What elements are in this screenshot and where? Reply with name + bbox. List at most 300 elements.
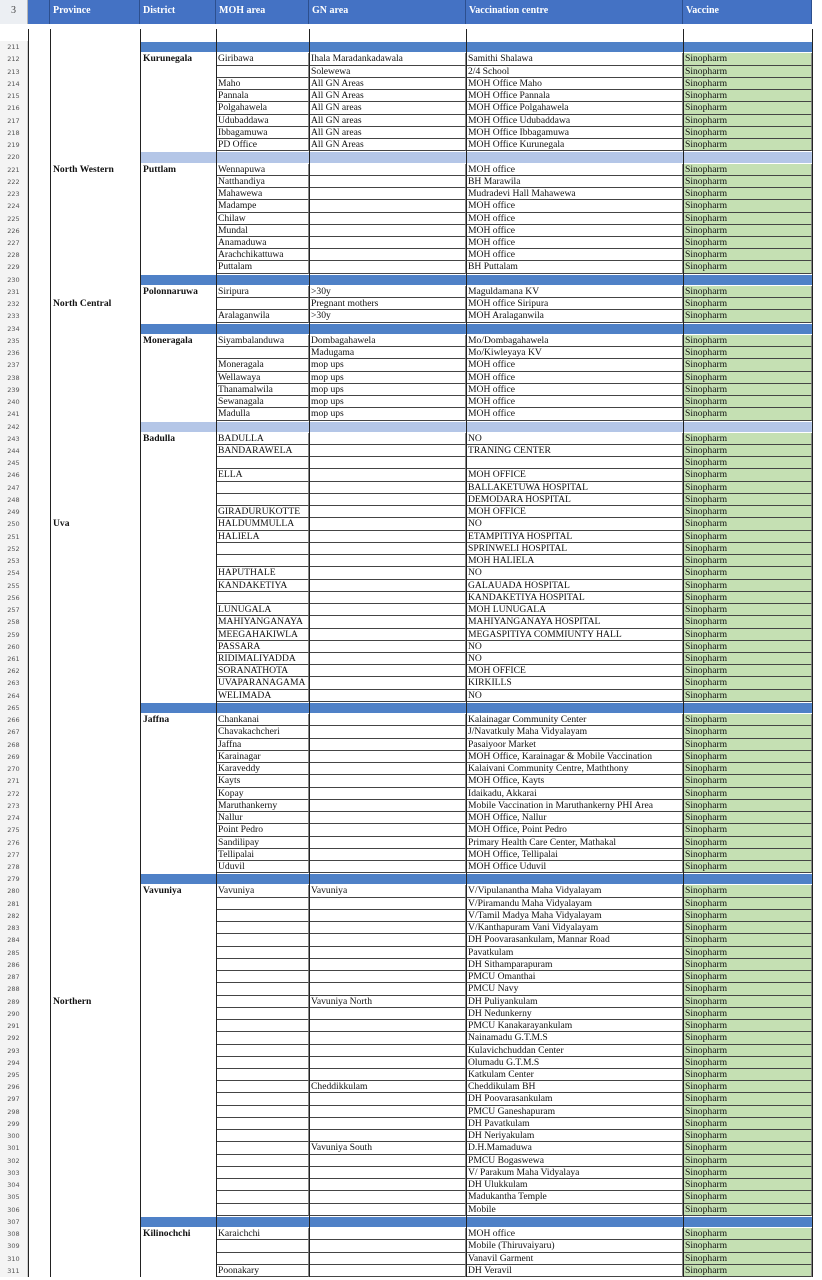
moh-area-cell[interactable]: SORANATHOTA	[216, 665, 309, 677]
vaccine-cell[interactable]: Sinopharm	[683, 298, 812, 310]
row-number[interactable]: 296	[0, 1081, 28, 1093]
moh-area-cell[interactable]: Anamaduwa	[216, 237, 309, 249]
vaccine-cell[interactable]: Sinopharm	[683, 310, 812, 322]
gn-area-cell[interactable]	[309, 1204, 466, 1216]
vaccination-centre-cell[interactable]: Pasaiyoor Market	[466, 739, 683, 751]
moh-area-cell[interactable]: Jaffna	[216, 739, 309, 751]
moh-area-cell[interactable]: Polgahawela	[216, 102, 309, 114]
vaccine-cell[interactable]: Sinopharm	[683, 213, 812, 225]
vaccination-centre-cell[interactable]: Mobile (Thiruvaiyaru)	[466, 1240, 683, 1252]
gn-area-cell[interactable]: Vavuniya North	[309, 996, 466, 1008]
vaccination-centre-cell[interactable]: MOH Office Kurunegala	[466, 139, 683, 151]
gn-area-cell[interactable]	[309, 1265, 466, 1277]
vaccine-cell[interactable]: Sinopharm	[683, 1020, 812, 1032]
moh-area-cell[interactable]: MEEGAHAKIWLA	[216, 629, 309, 641]
vaccine-cell[interactable]: Sinopharm	[683, 726, 812, 738]
vaccine-cell[interactable]: Sinopharm	[683, 53, 812, 65]
vaccine-cell[interactable]: Sinopharm	[683, 102, 812, 114]
vaccination-centre-cell[interactable]: MOH Office, Point Pedro	[466, 824, 683, 836]
row-number[interactable]: 258	[0, 616, 28, 628]
moh-area-cell[interactable]: Sewanagala	[216, 396, 309, 408]
gn-area-cell[interactable]	[309, 213, 466, 225]
moh-area-cell[interactable]: Uduvil	[216, 861, 309, 873]
vaccine-cell[interactable]: Sinopharm	[683, 372, 812, 384]
vaccine-cell[interactable]: Sinopharm	[683, 115, 812, 127]
moh-area-cell[interactable]: Thanamalwila	[216, 384, 309, 396]
vaccination-centre-cell[interactable]: MOH office	[466, 225, 683, 237]
row-number[interactable]: 250	[0, 518, 28, 530]
vaccination-centre-cell[interactable]: BALLAKETUWA HOSPITAL	[466, 482, 683, 494]
gn-area-cell[interactable]: Vavuniya	[309, 885, 466, 897]
vaccine-cell[interactable]: Sinopharm	[683, 677, 812, 689]
gn-area-cell[interactable]	[309, 1130, 466, 1142]
vaccine-cell[interactable]: Sinopharm	[683, 347, 812, 359]
header-vaccine[interactable]: Vaccine	[683, 0, 812, 24]
moh-area-cell[interactable]	[216, 934, 309, 946]
row-number[interactable]: 240	[0, 396, 28, 408]
moh-area-cell[interactable]: Arachchikattuwa	[216, 249, 309, 261]
row-number[interactable]: 293	[0, 1045, 28, 1057]
moh-area-cell[interactable]: BANDARAWELA	[216, 445, 309, 457]
moh-area-cell[interactable]: Tellipalai	[216, 849, 309, 861]
row-number[interactable]: 303	[0, 1167, 28, 1179]
gn-area-cell[interactable]	[309, 592, 466, 604]
vaccine-cell[interactable]: Sinopharm	[683, 127, 812, 139]
vaccine-cell[interactable]: Sinopharm	[683, 824, 812, 836]
vaccine-cell[interactable]: Sinopharm	[683, 996, 812, 1008]
district-label[interactable]: Puttlam	[143, 163, 177, 175]
vaccine-cell[interactable]: Sinopharm	[683, 90, 812, 102]
moh-area-cell[interactable]: Point Pedro	[216, 824, 309, 836]
vaccine-cell[interactable]: Sinopharm	[683, 286, 812, 298]
gn-area-cell[interactable]: Ihala Maradankadawala	[309, 53, 466, 65]
vaccine-cell[interactable]: Sinopharm	[683, 482, 812, 494]
vaccine-cell[interactable]: Sinopharm	[683, 934, 812, 946]
gn-area-cell[interactable]	[309, 445, 466, 457]
row-number[interactable]: 211	[0, 41, 28, 53]
vaccine-cell[interactable]: Sinopharm	[683, 531, 812, 543]
header-district[interactable]: District	[140, 0, 216, 24]
row-number[interactable]: 215	[0, 90, 28, 102]
row-number[interactable]: 292	[0, 1032, 28, 1044]
gn-area-cell[interactable]	[309, 898, 466, 910]
vaccine-cell[interactable]: Sinopharm	[683, 1081, 812, 1093]
vaccine-cell[interactable]: Sinopharm	[683, 898, 812, 910]
moh-area-cell[interactable]: MAHIYANGANAYA	[216, 616, 309, 628]
moh-area-cell[interactable]	[216, 959, 309, 971]
gn-area-cell[interactable]: Pregnant mothers	[309, 298, 466, 310]
row-number[interactable]: 213	[0, 66, 28, 78]
moh-area-cell[interactable]	[216, 1240, 309, 1252]
row-number[interactable]: 289	[0, 996, 28, 1008]
moh-area-cell[interactable]: Karainagar	[216, 751, 309, 763]
district-label[interactable]: Badulla	[143, 432, 175, 444]
row-number[interactable]: 259	[0, 629, 28, 641]
moh-area-cell[interactable]: PASSARA	[216, 641, 309, 653]
vaccine-cell[interactable]: Sinopharm	[683, 800, 812, 812]
gn-area-cell[interactable]	[309, 849, 466, 861]
vaccine-cell[interactable]: Sinopharm	[683, 1045, 812, 1057]
moh-area-cell[interactable]: Natthandiya	[216, 176, 309, 188]
gn-area-cell[interactable]	[309, 580, 466, 592]
row-number[interactable]: 269	[0, 751, 28, 763]
vaccine-cell[interactable]: Sinopharm	[683, 592, 812, 604]
moh-area-cell[interactable]: Nallur	[216, 812, 309, 824]
vaccination-centre-cell[interactable]: Kulavichchuddan Center	[466, 1045, 683, 1057]
row-number[interactable]: 277	[0, 849, 28, 861]
row-number[interactable]: 290	[0, 1008, 28, 1020]
row-number[interactable]: 275	[0, 824, 28, 836]
row-number[interactable]: 294	[0, 1057, 28, 1069]
vaccine-cell[interactable]: Sinopharm	[683, 506, 812, 518]
gn-area-cell[interactable]: mop ups	[309, 408, 466, 420]
row-number[interactable]: 223	[0, 188, 28, 200]
vaccination-centre-cell[interactable]: BH Puttalam	[466, 261, 683, 273]
vaccine-cell[interactable]: Sinopharm	[683, 1155, 812, 1167]
gn-area-cell[interactable]	[309, 775, 466, 787]
gn-area-cell[interactable]	[309, 433, 466, 445]
moh-area-cell[interactable]	[216, 1142, 309, 1154]
gn-area-cell[interactable]	[309, 726, 466, 738]
row-number[interactable]: 248	[0, 494, 28, 506]
gn-area-cell[interactable]	[309, 1057, 466, 1069]
vaccine-cell[interactable]: Sinopharm	[683, 1130, 812, 1142]
gn-area-cell[interactable]	[309, 249, 466, 261]
vaccine-cell[interactable]: Sinopharm	[683, 1240, 812, 1252]
moh-area-cell[interactable]: Pannala	[216, 90, 309, 102]
row-number[interactable]: 264	[0, 690, 28, 702]
moh-area-cell[interactable]	[216, 1130, 309, 1142]
gn-area-cell[interactable]	[309, 469, 466, 481]
vaccination-centre-cell[interactable]: MOH Office Udubaddawa	[466, 115, 683, 127]
vaccination-centre-cell[interactable]: Maguldamana KV	[466, 286, 683, 298]
gn-area-cell[interactable]: >30y	[309, 286, 466, 298]
gn-area-cell[interactable]	[309, 555, 466, 567]
row-number[interactable]: 217	[0, 115, 28, 127]
vaccination-centre-cell[interactable]: DH Ulukkulam	[466, 1179, 683, 1191]
vaccine-cell[interactable]: Sinopharm	[683, 249, 812, 261]
row-number[interactable]: 238	[0, 372, 28, 384]
vaccination-centre-cell[interactable]: DH Nedunkerny	[466, 1008, 683, 1020]
moh-area-cell[interactable]: Puttalam	[216, 261, 309, 273]
vaccination-centre-cell[interactable]: MOH office Siripura	[466, 298, 683, 310]
gn-area-cell[interactable]	[309, 1093, 466, 1105]
moh-area-cell[interactable]	[216, 1204, 309, 1216]
gn-area-cell[interactable]	[309, 934, 466, 946]
moh-area-cell[interactable]: PD Office	[216, 139, 309, 151]
gn-area-cell[interactable]	[309, 653, 466, 665]
vaccination-centre-cell[interactable]: Katkulam Center	[466, 1069, 683, 1081]
vaccination-centre-cell[interactable]: PMCU Kanakarayankulam	[466, 1020, 683, 1032]
moh-area-cell[interactable]: RIDIMALIYADDA	[216, 653, 309, 665]
row-number[interactable]: 254	[0, 567, 28, 579]
vaccine-cell[interactable]: Sinopharm	[683, 1142, 812, 1154]
province-label[interactable]: North Central	[53, 298, 112, 310]
gn-area-cell[interactable]	[309, 910, 466, 922]
gn-area-cell[interactable]	[309, 1032, 466, 1044]
moh-area-cell[interactable]	[216, 347, 309, 359]
moh-area-cell[interactable]: Udubaddawa	[216, 115, 309, 127]
vaccine-cell[interactable]: Sinopharm	[683, 1228, 812, 1240]
gn-area-cell[interactable]	[309, 971, 466, 983]
row-number[interactable]: 310	[0, 1253, 28, 1265]
vaccine-cell[interactable]: Sinopharm	[683, 445, 812, 457]
vaccination-centre-cell[interactable]: TRANING CENTER	[466, 445, 683, 457]
row-number[interactable]: 229	[0, 261, 28, 273]
row-number[interactable]: 283	[0, 922, 28, 934]
moh-area-cell[interactable]: Chankanai	[216, 714, 309, 726]
province-label[interactable]: Uva	[53, 518, 70, 530]
gn-area-cell[interactable]	[309, 922, 466, 934]
gn-area-cell[interactable]	[309, 1240, 466, 1252]
gn-area-cell[interactable]	[309, 1118, 466, 1130]
gn-area-cell[interactable]	[309, 677, 466, 689]
gn-area-cell[interactable]: >30y	[309, 310, 466, 322]
vaccine-cell[interactable]: Sinopharm	[683, 641, 812, 653]
gn-area-cell[interactable]	[309, 1020, 466, 1032]
moh-area-cell[interactable]: Mundal	[216, 225, 309, 237]
gn-area-cell[interactable]	[309, 947, 466, 959]
moh-area-cell[interactable]	[216, 555, 309, 567]
gn-area-cell[interactable]: mop ups	[309, 359, 466, 371]
row-number[interactable]: 301	[0, 1142, 28, 1154]
row-number[interactable]: 298	[0, 1106, 28, 1118]
row-number[interactable]: 247	[0, 482, 28, 494]
row-number[interactable]: 305	[0, 1191, 28, 1203]
row-number[interactable]: 307	[0, 1216, 28, 1228]
header-blank[interactable]	[28, 0, 50, 24]
vaccination-centre-cell[interactable]: DH Veravil	[466, 1265, 683, 1277]
vaccine-cell[interactable]: Sinopharm	[683, 959, 812, 971]
gn-area-cell[interactable]	[309, 1228, 466, 1240]
vaccine-cell[interactable]: Sinopharm	[683, 200, 812, 212]
row-number[interactable]: 261	[0, 653, 28, 665]
vaccination-centre-cell[interactable]: MOH office	[466, 384, 683, 396]
vaccine-cell[interactable]: Sinopharm	[683, 849, 812, 861]
gn-area-cell[interactable]	[309, 494, 466, 506]
vaccination-centre-cell[interactable]: V/Vipulanantha Maha Vidyalayam	[466, 885, 683, 897]
vaccine-cell[interactable]: Sinopharm	[683, 494, 812, 506]
moh-area-cell[interactable]	[216, 1155, 309, 1167]
moh-area-cell[interactable]: Chavakachcheri	[216, 726, 309, 738]
vaccination-centre-cell[interactable]: Cheddikulam BH	[466, 1081, 683, 1093]
row-number[interactable]: 233	[0, 310, 28, 322]
vaccine-cell[interactable]: Sinopharm	[683, 164, 812, 176]
gn-area-cell[interactable]	[309, 983, 466, 995]
vaccine-cell[interactable]: Sinopharm	[683, 665, 812, 677]
vaccination-centre-cell[interactable]: DEMODARA HOSPITAL	[466, 494, 683, 506]
moh-area-cell[interactable]	[216, 1167, 309, 1179]
vaccination-centre-cell[interactable]: MOH office	[466, 237, 683, 249]
row-number[interactable]: 224	[0, 200, 28, 212]
vaccination-centre-cell[interactable]: Madukantha Temple	[466, 1191, 683, 1203]
gn-area-cell[interactable]	[309, 1045, 466, 1057]
moh-area-cell[interactable]	[216, 1253, 309, 1265]
moh-area-cell[interactable]	[216, 457, 309, 469]
row-number[interactable]: 309	[0, 1240, 28, 1252]
moh-area-cell[interactable]	[216, 1081, 309, 1093]
district-label[interactable]: Kilinochchi	[143, 1228, 191, 1240]
gn-area-cell[interactable]	[309, 690, 466, 702]
gn-area-cell[interactable]: All GN areas	[309, 127, 466, 139]
gn-area-cell[interactable]	[309, 176, 466, 188]
vaccination-centre-cell[interactable]: NO	[466, 518, 683, 530]
vaccination-centre-cell[interactable]: MOH OFFICE	[466, 469, 683, 481]
vaccine-cell[interactable]: Sinopharm	[683, 176, 812, 188]
gn-area-cell[interactable]	[309, 225, 466, 237]
moh-area-cell[interactable]: Poonakary	[216, 1265, 309, 1277]
gn-area-cell[interactable]	[309, 629, 466, 641]
vaccine-cell[interactable]: Sinopharm	[683, 653, 812, 665]
moh-area-cell[interactable]: Madampe	[216, 200, 309, 212]
gn-area-cell[interactable]	[309, 812, 466, 824]
moh-area-cell[interactable]	[216, 1057, 309, 1069]
moh-area-cell[interactable]: Wennapuwa	[216, 164, 309, 176]
gn-area-cell[interactable]	[309, 1191, 466, 1203]
moh-area-cell[interactable]: LUNUGALA	[216, 604, 309, 616]
gn-area-cell[interactable]: Cheddikkulam	[309, 1081, 466, 1093]
row-number[interactable]: 263	[0, 677, 28, 689]
vaccination-centre-cell[interactable]: SPRINWELI HOSPITAL	[466, 543, 683, 555]
row-number[interactable]: 231	[0, 286, 28, 298]
vaccination-centre-cell[interactable]: V/Tamil Madya Maha Vidyalayam	[466, 910, 683, 922]
vaccination-centre-cell[interactable]: J/Navatkuly Maha Vidyalayam	[466, 726, 683, 738]
vaccine-cell[interactable]: Sinopharm	[683, 580, 812, 592]
vaccination-centre-cell[interactable]: MOH OFFICE	[466, 665, 683, 677]
row-number[interactable]: 218	[0, 127, 28, 139]
row-number[interactable]: 244	[0, 445, 28, 457]
vaccination-centre-cell[interactable]: MEGASPITIYA COMMIUNTY HALL	[466, 629, 683, 641]
vaccine-cell[interactable]: Sinopharm	[683, 1204, 812, 1216]
vaccine-cell[interactable]: Sinopharm	[683, 714, 812, 726]
vaccine-cell[interactable]: Sinopharm	[683, 188, 812, 200]
gn-area-cell[interactable]	[309, 714, 466, 726]
vaccination-centre-cell[interactable]: MOH OFFICE	[466, 506, 683, 518]
moh-area-cell[interactable]	[216, 996, 309, 1008]
vaccine-cell[interactable]: Sinopharm	[683, 457, 812, 469]
moh-area-cell[interactable]: HALDUMMULLA	[216, 518, 309, 530]
vaccination-centre-cell[interactable]: MOH Office Uduvil	[466, 861, 683, 873]
vaccination-centre-cell[interactable]: Kalaivani Community Centre, Maththony	[466, 763, 683, 775]
row-number[interactable]: 271	[0, 775, 28, 787]
gn-area-cell[interactable]: All GN areas	[309, 102, 466, 114]
vaccine-cell[interactable]: Sinopharm	[683, 1118, 812, 1130]
vaccination-centre-cell[interactable]: Samithi Shalawa	[466, 53, 683, 65]
row-number[interactable]: 222	[0, 176, 28, 188]
vaccine-cell[interactable]: Sinopharm	[683, 408, 812, 420]
row-number[interactable]: 214	[0, 78, 28, 90]
vaccine-cell[interactable]: Sinopharm	[683, 690, 812, 702]
moh-area-cell[interactable]	[216, 1045, 309, 1057]
vaccine-cell[interactable]: Sinopharm	[683, 1253, 812, 1265]
gn-area-cell[interactable]	[309, 861, 466, 873]
row-number[interactable]: 276	[0, 837, 28, 849]
vaccine-cell[interactable]: Sinopharm	[683, 567, 812, 579]
row-number[interactable]: 216	[0, 102, 28, 114]
vaccination-centre-cell[interactable]: DH Puliyankulam	[466, 996, 683, 1008]
gn-area-cell[interactable]	[309, 788, 466, 800]
vaccination-centre-cell[interactable]: MAHIYANGANAYA HOSPITAL	[466, 616, 683, 628]
row-number[interactable]: 220	[0, 151, 28, 163]
moh-area-cell[interactable]	[216, 1032, 309, 1044]
moh-area-cell[interactable]: GIRADURUKOTTE	[216, 506, 309, 518]
row-number[interactable]: 257	[0, 604, 28, 616]
row-number[interactable]: 267	[0, 726, 28, 738]
moh-area-cell[interactable]: BADULLA	[216, 433, 309, 445]
vaccine-cell[interactable]: Sinopharm	[683, 739, 812, 751]
vaccination-centre-cell[interactable]: MOH Aralaganwila	[466, 310, 683, 322]
vaccine-cell[interactable]: Sinopharm	[683, 78, 812, 90]
gn-area-cell[interactable]	[309, 616, 466, 628]
vaccine-cell[interactable]: Sinopharm	[683, 261, 812, 273]
row-number[interactable]: 239	[0, 384, 28, 396]
vaccination-centre-cell[interactable]: MOH Office, Nallur	[466, 812, 683, 824]
vaccine-cell[interactable]: Sinopharm	[683, 1191, 812, 1203]
moh-area-cell[interactable]	[216, 1008, 309, 1020]
row-number[interactable]: 235	[0, 335, 28, 347]
gn-area-cell[interactable]: All GN Areas	[309, 78, 466, 90]
moh-area-cell[interactable]	[216, 983, 309, 995]
gn-area-cell[interactable]	[309, 567, 466, 579]
vaccine-cell[interactable]: Sinopharm	[683, 433, 812, 445]
row-number[interactable]: 228	[0, 249, 28, 261]
vaccine-cell[interactable]: Sinopharm	[683, 922, 812, 934]
gn-area-cell[interactable]	[309, 457, 466, 469]
row-number[interactable]: 226	[0, 225, 28, 237]
vaccination-centre-cell[interactable]: GALAUADA HOSPITAL	[466, 580, 683, 592]
row-number[interactable]: 251	[0, 531, 28, 543]
vaccination-centre-cell[interactable]: MOH LUNUGALA	[466, 604, 683, 616]
moh-area-cell[interactable]: Siyambalanduwa	[216, 335, 309, 347]
vaccine-cell[interactable]: Sinopharm	[683, 384, 812, 396]
vaccine-cell[interactable]: Sinopharm	[683, 469, 812, 481]
gn-area-cell[interactable]	[309, 531, 466, 543]
gn-area-cell[interactable]: All GN Areas	[309, 90, 466, 102]
row-number[interactable]: 297	[0, 1093, 28, 1105]
gn-area-cell[interactable]	[309, 200, 466, 212]
moh-area-cell[interactable]: Sandilipay	[216, 837, 309, 849]
vaccine-cell[interactable]: Sinopharm	[683, 885, 812, 897]
moh-area-cell[interactable]	[216, 1191, 309, 1203]
vaccination-centre-cell[interactable]: KANDAKETIYA HOSPITAL	[466, 592, 683, 604]
row-number[interactable]: 241	[0, 408, 28, 420]
row-number[interactable]: 308	[0, 1228, 28, 1240]
moh-area-cell[interactable]	[216, 66, 309, 78]
row-number[interactable]: 274	[0, 812, 28, 824]
row-number[interactable]: 266	[0, 714, 28, 726]
vaccine-cell[interactable]: Sinopharm	[683, 1167, 812, 1179]
vaccination-centre-cell[interactable]: MOH Office, Karainagar & Mobile Vaccination	[466, 751, 683, 763]
moh-area-cell[interactable]: Kayts	[216, 775, 309, 787]
vaccination-centre-cell[interactable]: NO	[466, 690, 683, 702]
row-number[interactable]: 286	[0, 959, 28, 971]
header-vaccination-centre[interactable]: Vaccination centre	[466, 0, 683, 24]
vaccine-cell[interactable]: Sinopharm	[683, 763, 812, 775]
vaccination-centre-cell[interactable]: Pavatkulam	[466, 947, 683, 959]
vaccination-centre-cell[interactable]: MOH Office, Kayts	[466, 775, 683, 787]
vaccination-centre-cell[interactable]: MOH Office, Tellipalai	[466, 849, 683, 861]
vaccine-cell[interactable]: Sinopharm	[683, 1265, 812, 1277]
moh-area-cell[interactable]: Kopay	[216, 788, 309, 800]
moh-area-cell[interactable]	[216, 1118, 309, 1130]
moh-area-cell[interactable]: Madulla	[216, 408, 309, 420]
moh-area-cell[interactable]: Giribawa	[216, 53, 309, 65]
vaccination-centre-cell[interactable]: 2/4 School	[466, 66, 683, 78]
moh-area-cell[interactable]	[216, 971, 309, 983]
row-number[interactable]: 232	[0, 298, 28, 310]
vaccination-centre-cell[interactable]: BH Marawila	[466, 176, 683, 188]
gn-area-cell[interactable]	[309, 751, 466, 763]
